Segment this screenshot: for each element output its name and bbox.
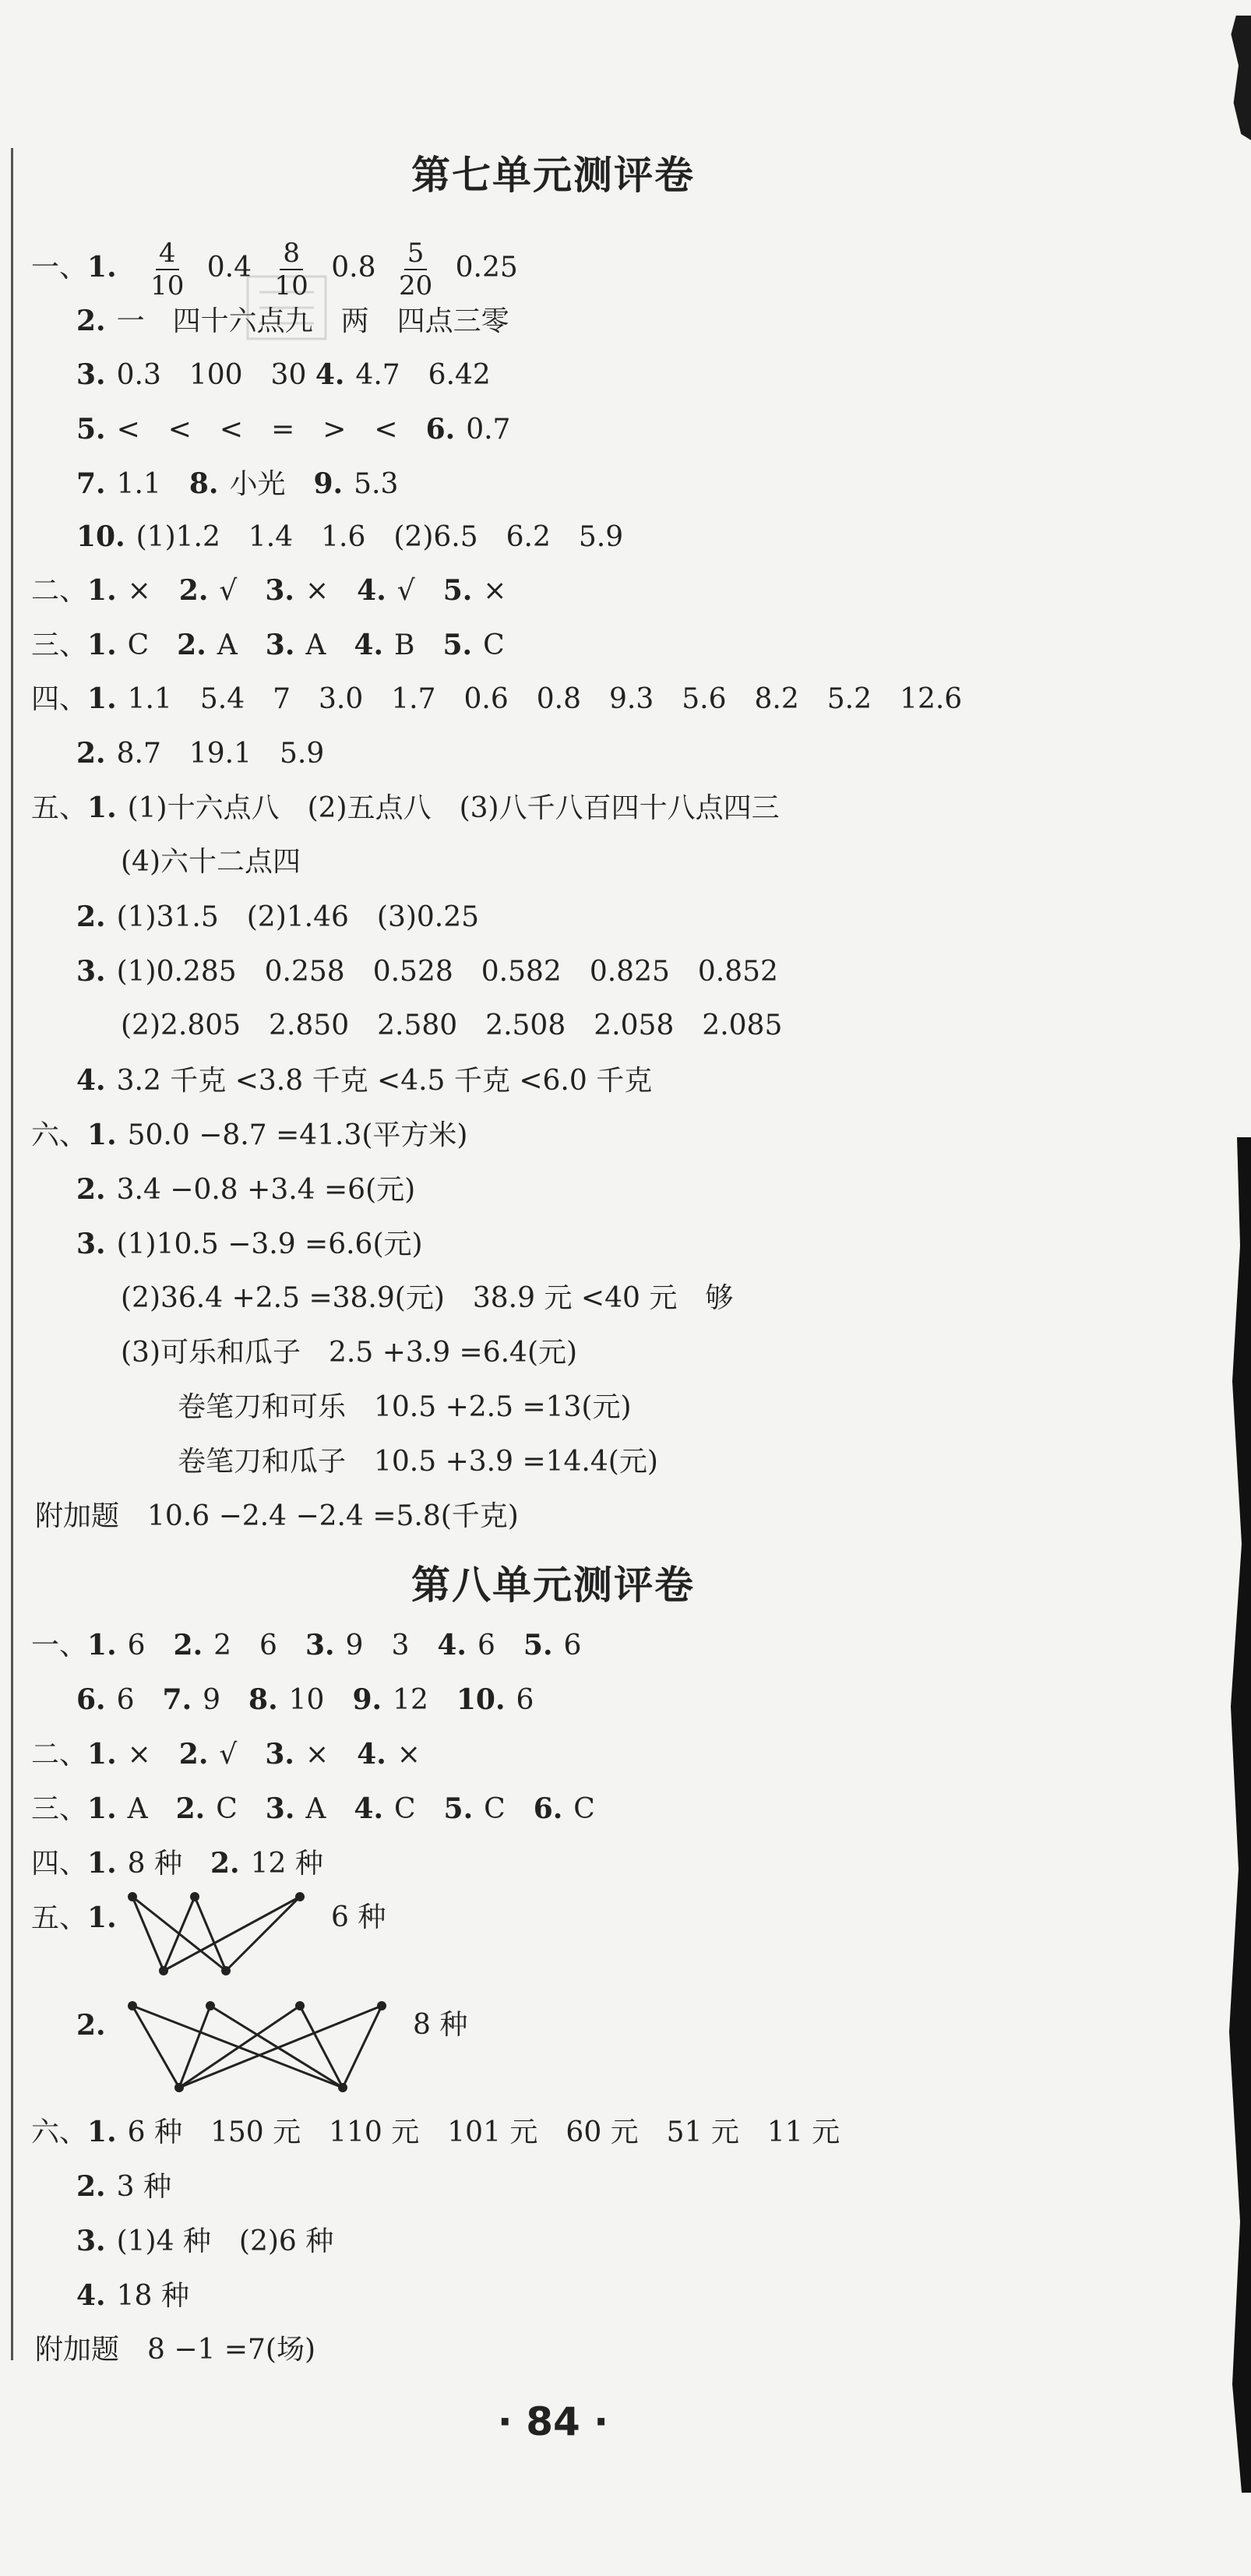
u7-line-14: 3. (1)0.285 0.258 0.528 0.582 0.825 0.852	[76, 955, 778, 988]
u8-line-12: 附加题 8 −1 =7(场)	[35, 2334, 316, 2366]
u8-line-2: 6. 6 7. 9 8. 10 9. 12 10. 6	[76, 1683, 534, 1716]
u7-line-4: 5. < < < = > < 6. 0.7	[76, 413, 511, 446]
u7-line-3: 3. 0.3 100 30 4. 4.7 6.42	[76, 358, 491, 391]
u8-line-7: 2.	[76, 2009, 106, 2042]
u7-line-24: 附加题 10.6 −2.4 −2.4 =5.8(千克)	[35, 1500, 519, 1532]
u7-line-19: 3. (1)10.5 −3.9 =6.6(元)	[76, 1228, 423, 1260]
u7-line-13: 2. (1)31.5 (2)1.46 (3)0.25	[76, 900, 480, 933]
u8-line-8: 六、1. 6 种 150 元 110 元 101 元 60 元 51 元 11 元	[31, 2116, 840, 2148]
unit7-title: 第七单元测评卷	[411, 153, 695, 198]
fraction-4-10: $\frac{4}{10}$	[150, 238, 185, 301]
u8-line-3: 二、1. × 2. √ 3. × 4. ×	[31, 1738, 421, 1771]
u7-line-8: 三、1. C 2. A 3. A 4. B 5. C	[31, 629, 505, 661]
unit8-title: 第八单元测评卷	[411, 1563, 695, 1608]
u8-line-4: 三、1. A 2. C 3. A 4. C 5. C 6. C	[31, 1792, 595, 1825]
u7-line-21: (3)可乐和瓜子 2.5 +3.9 =6.4(元)	[121, 1337, 578, 1369]
u7-line-17: 六、1. 50.0 −8.7 =41.3(平方米)	[31, 1119, 468, 1151]
u7-line-15: (2)2.805 2.850 2.580 2.508 2.058 2.085	[121, 1010, 783, 1041]
u8-line-10: 3. (1)4 种 (2)6 种	[76, 2225, 334, 2257]
u8-line-9: 2. 3 种	[76, 2170, 171, 2203]
u8-line-11: 4. 18 种	[76, 2279, 189, 2312]
fraction-5-20: $\frac{5}{20}$	[398, 238, 433, 301]
margin-rule	[11, 148, 13, 2360]
u7-line-2: 2. 一 四十六点九 两 四点三零	[76, 305, 509, 337]
u7-line-1: 一、1. $\frac{4}{10}$ 0.4 $\frac{8}{10}$ 0.8 $\frac{5}{20}$ 0.25	[31, 238, 518, 301]
u8-line-1: 一、1. 6 2. 2 6 3. 9 3 4. 6 5. 6	[31, 1629, 582, 1662]
u7-line-5: 7. 1.1 8. 小光 9. 5.3	[76, 467, 399, 500]
u8-line-6: 五、1.	[31, 1901, 117, 1934]
torn-edge-top	[1226, 16, 1251, 140]
u7-line-16: 4. 3.2 千克 <3.8 千克 <4.5 千克 <6.0 千克	[76, 1064, 653, 1097]
u7-line-9: 四、1. 1.1 5.4 7 3.0 1.7 0.6 0.8 9.3 5.6 8.2 5.2 12.6	[31, 682, 963, 715]
u7-line-6: 10. (1)1.2 1.4 1.6 (2)6.5 6.2 5.9	[76, 520, 624, 553]
u7-line-10: 2. 8.7 19.1 5.9	[76, 737, 325, 770]
fraction-8-10: $\frac{8}{10}$	[274, 238, 308, 301]
u8-line-7-answer: 8 种	[413, 2009, 468, 2041]
u7-line-22: 卷笔刀和可乐 10.5 +2.5 =13(元)	[178, 1391, 632, 1423]
page-number: · 84 ·	[497, 2399, 609, 2444]
handshake-graph-4x2	[125, 1994, 389, 2103]
u7-line-18: 2. 3.4 −0.8 +3.4 =6(元)	[76, 1173, 416, 1206]
u7-line-7: 二、1. × 2. √ 3. × 4. √ 5. ×	[31, 574, 507, 607]
u7-line-11: 五、1. (1)十六点八 (2)五点八 (3)八千八百四十八点四三	[31, 791, 780, 824]
u8-line-5: 四、1. 8 种 2. 12 种	[31, 1847, 323, 1880]
u8-line-6-answer: 6 种	[331, 1901, 386, 1933]
u7-line-23: 卷笔刀和瓜子 10.5 +3.9 =14.4(元)	[178, 1446, 658, 1478]
u7-line-20: (2)36.4 +2.5 =38.9(元) 38.9 元 <40 元 够	[121, 1282, 734, 1314]
handshake-graph-3x2	[125, 1885, 312, 1986]
u7-line-12: (4)六十二点四	[121, 846, 301, 878]
torn-edge-right	[1220, 1137, 1251, 2493]
